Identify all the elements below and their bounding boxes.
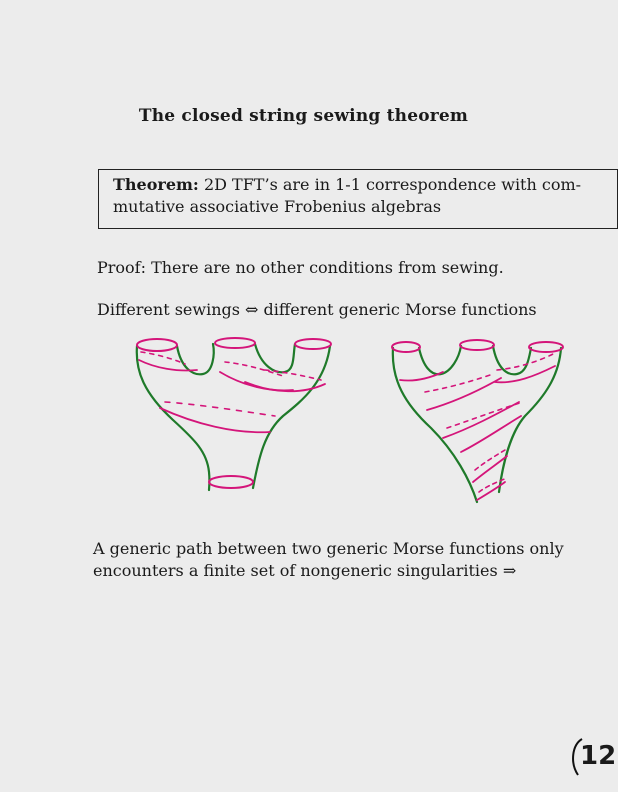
left-sewing-curve-2: [220, 372, 293, 390]
conclusion-line-2: encounters a finite set of nongeneric singularities ⇒: [93, 561, 517, 580]
left-output-circle: [209, 476, 253, 488]
left-outline-dip-2: [255, 344, 295, 372]
left-sewing-curve-4: [160, 408, 270, 432]
right-pants-diagram: [392, 340, 563, 502]
right-outline-outer-right: [499, 348, 561, 492]
left-input-circle-3: [295, 339, 331, 349]
page-number: [568, 735, 617, 779]
sewings-text: Different sewings ⇔ different generic Morse functions: [97, 300, 537, 319]
left-pants-diagram: [137, 338, 331, 490]
theorem-label: Theorem:: [113, 175, 199, 194]
theorem-text-2: mutative associative Frobenius algebras: [113, 197, 442, 216]
left-sewing-curve-4-dash: [165, 402, 275, 416]
theorem-line-1: [113, 174, 617, 196]
right-input-circle-3: [529, 342, 563, 352]
right-sewing-curve-3-dash: [425, 374, 493, 392]
left-sewing-curve-2-dash: [225, 362, 283, 376]
conclusion-paragraph: [93, 538, 573, 582]
page-number-text: 12: [580, 741, 617, 771]
right-outline-dip-1: [419, 346, 461, 374]
left-sewing-curve-3-dash: [265, 370, 321, 380]
theorem-box: [98, 169, 618, 229]
proof-text: Proof: There are no other conditions from sewing.: [97, 258, 504, 277]
sewing-figures: [125, 332, 585, 517]
right-input-circle-1: [392, 342, 420, 352]
right-input-circle-2: [460, 340, 494, 350]
right-outline-outer-left: [393, 348, 477, 502]
page-title: The closed string sewing theorem: [138, 106, 469, 126]
conclusion-line-1: A generic path between two generic Morse functions only: [93, 539, 564, 558]
theorem-text-1: 2D TFT’s are in 1-1 correspondence with com-: [203, 175, 582, 194]
left-input-circle-2: [215, 338, 255, 348]
left-input-circle-1: [137, 339, 177, 351]
left-outline-outer-left: [137, 346, 210, 490]
right-sewing-curve-5: [461, 416, 521, 452]
